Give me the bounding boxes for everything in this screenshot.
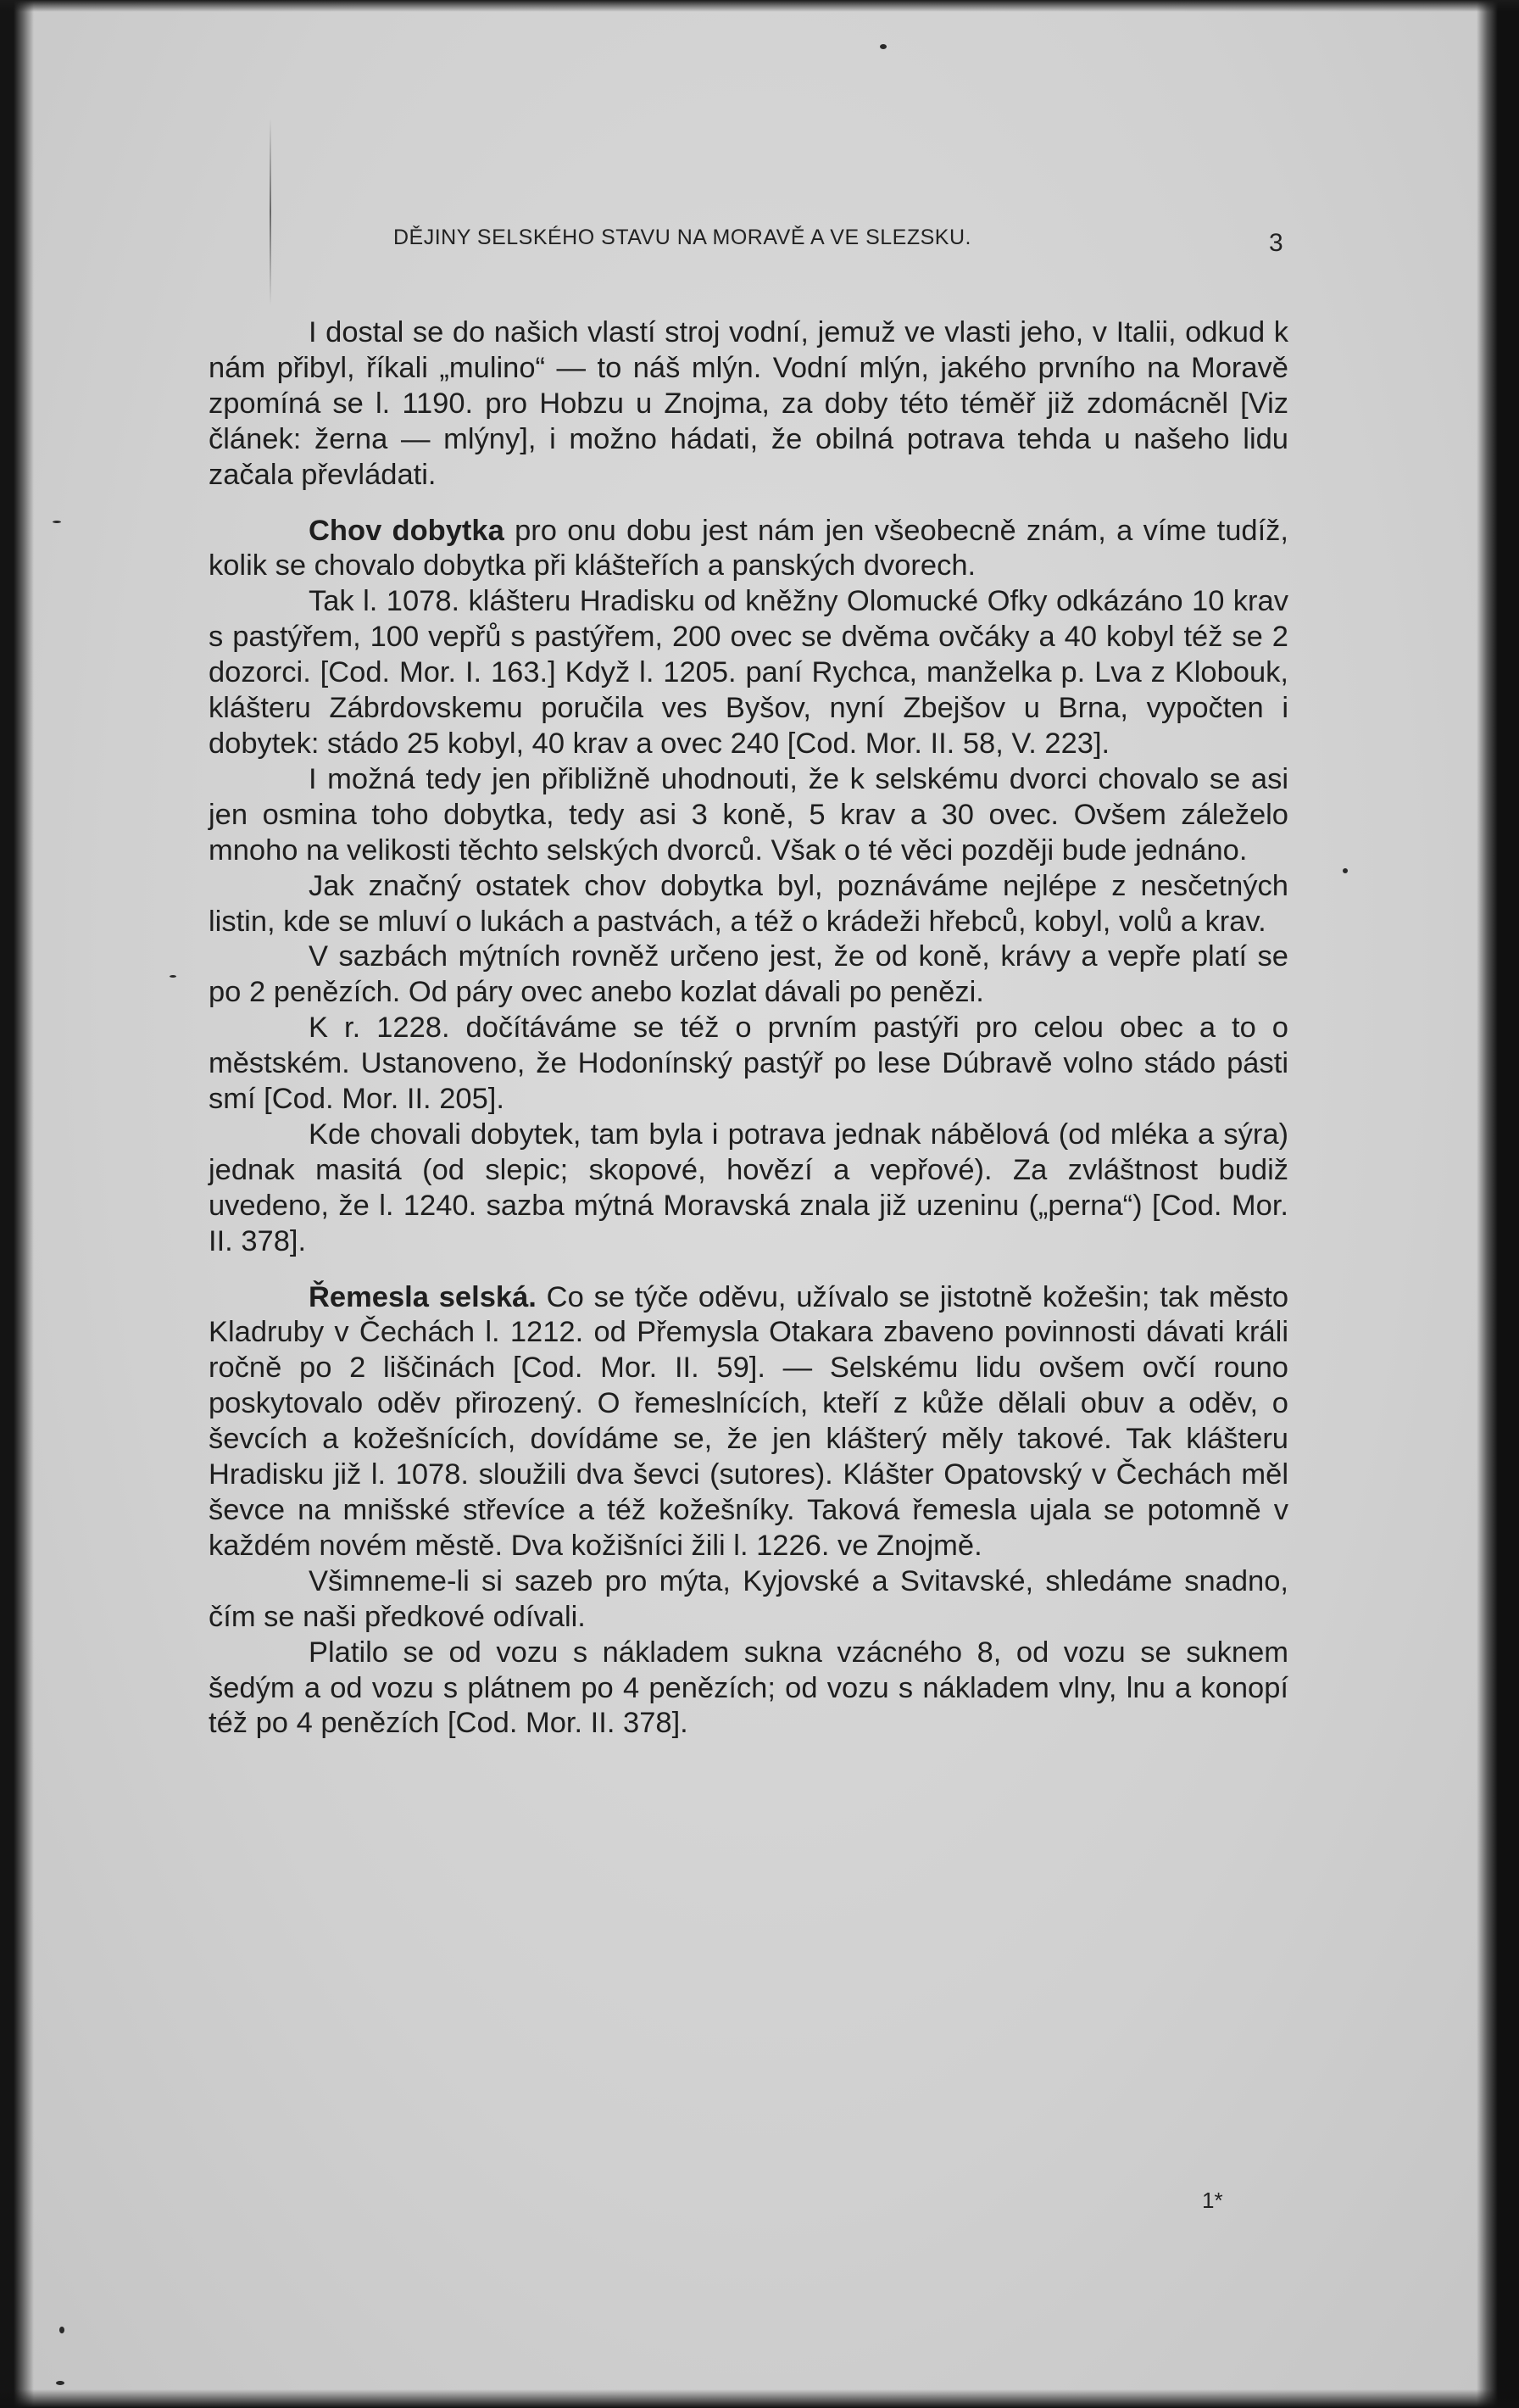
scan-speck <box>1343 868 1348 873</box>
scan-border-bottom <box>0 2389 1519 2408</box>
body-text <box>209 315 1288 1742</box>
paragraph <box>209 1280 1288 1564</box>
paragraph <box>209 939 1288 1011</box>
scan-speck <box>56 2381 64 2385</box>
scan-border-top <box>0 0 1519 12</box>
scan-speck <box>880 44 887 49</box>
section-heading-remesla-selska: Řemesla selská. <box>309 1280 537 1313</box>
paragraph <box>209 869 1288 940</box>
paragraph-text: K r. 1228. dočítáváme se též o prvním pastýři pro celou obec a to o městském. Ustanoveno, že Hodonínský pastýř po lese Dúbravě volno stádo pásti smí [Cod. Mor. II. 205]. <box>209 1012 1288 1116</box>
paragraph <box>209 584 1288 762</box>
page-number: 3 <box>1269 229 1283 257</box>
paragraph <box>209 1011 1288 1118</box>
paragraph <box>209 514 1288 585</box>
paragraph <box>209 1118 1288 1260</box>
paragraph-text: V sazbách mýtních rovněž určeno jest, že od koně, krávy a vepře platí se po 2 penězích. Od páry ovec anebo kozlat dávali po penězi. <box>209 940 1288 1009</box>
paragraph-text: pro onu dobu jest nám jen všeobecně znám, a víme tudíž, kolik se chovalo dobytka při klášteřích a panských dvorech. <box>209 514 1289 582</box>
paragraph-text: Kde chovali dobytek, tam byla i potrava jednak nábělová (od mléka a sýra) jednak masitá (od slepic; skopové, hovězí a vepřové). Za zvláštnost budiž uvedeno, že l. 1240. sazba mýtná Moravská znala již uzeninu („perna“) [Cod. Mor. II. 378]. <box>209 1118 1288 1257</box>
running-head: DĚJINY SELSKÉHO STAVU NA MORAVĚ A VE SLEZSKU. <box>393 226 971 249</box>
paragraph <box>209 1564 1288 1636</box>
paragraph-text: I možná tedy jen přibližně uhodnouti, že k selskému dvorci chovalo se asi jen osmina toho dobytka, tedy asi 3 koně, 5 krav a 30 ovec. Ovšem záleželo mnoho na velikosti těchto selských dvorců. Však o té věci později bude jednáno. <box>209 762 1288 867</box>
printer-signature-mark: 1* <box>1202 2188 1223 2213</box>
paragraph-text: I dostal se do našich vlastí stroj vodní, jemuž ve vlasti jeho, v Italii, odkud k nám přibyl, říkali „mulino“ — to náš mlýn. Vodní mlýn, jakého prvního na Moravě zpomíná se l. 1190. pro Hobzu u Znojma, za doby této téměř již zdomácněl [Viz článek: žerna — mlýny], i možno hádati, že obilná potrava tehda u našeho lidu začala převládati. <box>209 316 1288 491</box>
scan-artifact-line <box>270 119 271 305</box>
paragraph-text: Co se týče oděvu, užívalo se jistotně kožešin; tak město Kladruby v Čechách l. 1212. od Přemysla Otakara zbaveno povinnosti dávati králi ročně po 2 liščinách [Cod. Mor. II. 59]. — Selskému lidu ovšem ovčí rouno poskytovalo oděv přirozený. O řemeslnících, kteří z kůže dělali obuv a oděv, o ševcích a kožešnících, dovídáme se, že jen klášterý měly takové. Tak klášteru Hradisku již l. 1078. sloužili dva ševci (sutores). Klášter Opatovský v Čechách měl ševce na mnišské střevíce a též kožešníky. Taková řemesla ujala se potomně v každém novém městě. Dva kožišníci žili l. 1226. ve Znojmě. <box>209 1280 1289 1562</box>
paragraph <box>209 762 1288 869</box>
paragraph-text: Jak značný ostatek chov dobytka byl, poznáváme nejlépe z nesčetných listin, kde se mluví o lukách a pastvách, a též o krádeži hřebců, kobyl, volů a krav. <box>209 869 1288 938</box>
paragraph-text: Platilo se od vozu s nákladem sukna vzácného 8, od vozu se suknem šedým a od vozu s plátnem po 4 penězích; od vozu s nákladem vlny, lnu a konopí též po 4 penězích [Cod. Mor. II. 378]. <box>209 1636 1288 1740</box>
paragraph-text: Všimneme-li si sazeb pro mýta, Kyjovské a Svitavské, shledáme snadno, čím se naši předkové odívali. <box>209 1564 1288 1633</box>
paragraph <box>209 1636 1288 1742</box>
section-heading-chov-dobytka: Chov dobytka <box>309 514 504 547</box>
scan-border-left <box>0 0 34 2408</box>
scan-border-right <box>1477 0 1519 2408</box>
scan-speck <box>53 521 61 523</box>
scan-speck <box>170 975 176 978</box>
scan-speck <box>59 2327 64 2333</box>
paragraph-text: Tak l. 1078. klášteru Hradisku od kněžny Olomucké Ofky odkázáno 10 krav s pastýřem, 100 vepřů s pastýřem, 200 ovec se dvěma ovčáky a 40 kobyl též se 2 dozorci. [Cod. Mor. I. 163.] Když l. 1205. paní Rychca, manželka p. Lva z Klobouk, klášteru Zábrdovskemu poručila ves Byšov, nyní Zbejšov u Brna, vypočten i dobytek: stádo 25 kobyl, 40 krav a ovec 240 [Cod. Mor. II. 58, V. 223]. <box>209 585 1288 760</box>
paragraph <box>209 315 1288 493</box>
